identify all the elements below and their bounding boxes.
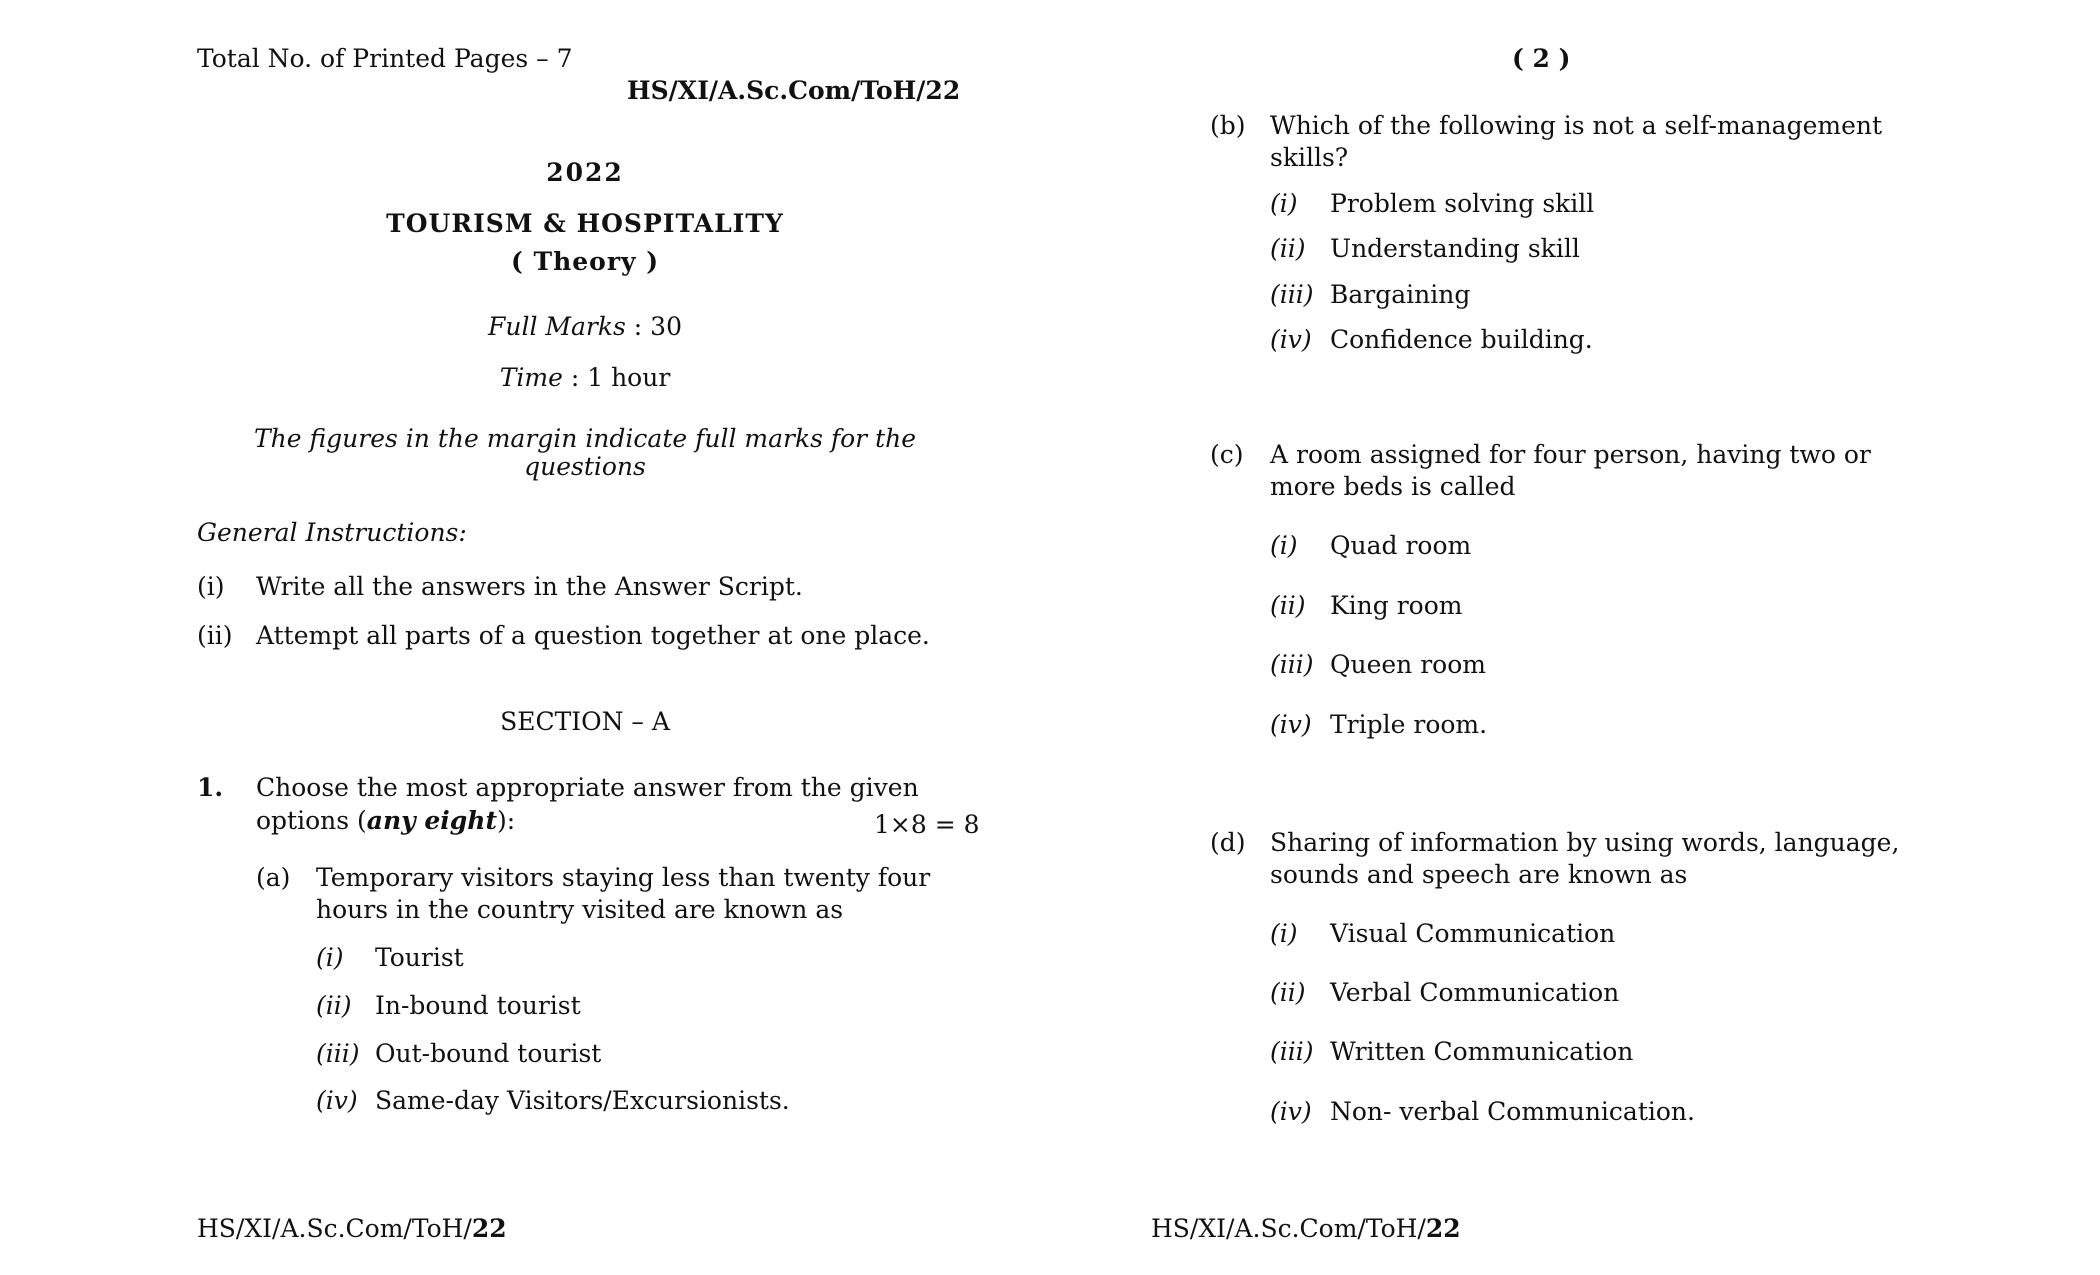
left-footer-code-prefix: HS/XI/A.Sc.Com/ToH/ <box>197 1214 472 1243</box>
left-footer-code <box>197 1213 507 1245</box>
q1a-option-1-number: (i) <box>316 943 344 972</box>
left-footer-code-year: 22 <box>471 1214 507 1243</box>
margin-note <box>235 425 935 481</box>
q1a-option-4-number: (iv) <box>316 1086 358 1115</box>
question-1c-label: (c) <box>1210 440 1244 469</box>
q1c-option-3-number: (iii) <box>1270 650 1314 679</box>
full-marks <box>385 311 785 343</box>
question-1b-label: (b) <box>1210 111 1246 140</box>
instruction-2-text: Attempt all parts of a question together at one place. <box>256 621 930 650</box>
question-1c-line-2: more beds is called <box>1270 472 1516 501</box>
q1-line2-prefix: options ( <box>256 806 367 835</box>
q1d-option-4-text: Non- verbal Communication. <box>1330 1097 1695 1126</box>
subject-title: TOURISM & HOSPITALITY <box>386 209 784 238</box>
question-1-marks: 1×8 = 8 <box>874 810 980 839</box>
q1a-option-4-text: Same-day Visitors/Excursionists. <box>375 1086 790 1115</box>
margin-note-line-2: questions <box>524 452 646 481</box>
question-1a-label: (a) <box>256 863 291 892</box>
paper-type: ( Theory ) <box>510 247 660 276</box>
q1c-option-2-number: (ii) <box>1270 591 1306 620</box>
question-1d-line-1: Sharing of information by using words, language, <box>1270 828 1900 857</box>
q1-line2-emphasis: any eight <box>366 806 497 835</box>
question-1a-line-1: Temporary visitors staying less than twenty four <box>316 863 931 892</box>
q1b-option-3-number: (iii) <box>1270 280 1314 309</box>
instruction-1-text: Write all the answers in the Answer Script. <box>256 572 803 601</box>
question-1d-line-2: sounds and speech are known as <box>1270 860 1688 889</box>
instruction-2-number: (ii) <box>197 621 233 650</box>
time-value: : 1 hour <box>570 363 671 392</box>
question-1-number: 1. <box>197 773 224 802</box>
q1a-option-2-number: (ii) <box>316 991 352 1020</box>
exam-year: 2022 <box>546 158 624 187</box>
right-footer-code-year: 22 <box>1425 1214 1461 1243</box>
q1d-option-2-number: (ii) <box>1270 978 1306 1007</box>
q1b-option-4-number: (iv) <box>1270 325 1312 354</box>
q1b-option-2-number: (ii) <box>1270 234 1306 263</box>
instruction-1-number: (i) <box>197 572 225 601</box>
q1-line2-suffix: ): <box>497 806 516 835</box>
q1a-option-2-text: In-bound tourist <box>375 991 581 1020</box>
general-instructions-heading: General Instructions: <box>197 518 467 547</box>
full-marks-value: : 30 <box>633 312 682 341</box>
q1b-option-1-number: (i) <box>1270 189 1298 218</box>
margin-note-line-1: The figures in the margin indicate full marks for the <box>253 424 917 453</box>
q1d-option-1-text: Visual Communication <box>1330 919 1616 948</box>
q1b-option-2-text: Understanding skill <box>1330 234 1580 263</box>
q1c-option-4-number: (iv) <box>1270 710 1312 739</box>
page-number: ( 2 ) <box>1512 44 1571 73</box>
right-footer-code <box>1151 1213 1461 1245</box>
full-marks-label: Full Marks <box>488 312 626 341</box>
q1a-option-3-text: Out-bound tourist <box>375 1039 602 1068</box>
q1c-option-4-text: Triple room. <box>1330 710 1488 739</box>
question-1-line-1: Choose the most appropriate answer from the given <box>256 773 919 802</box>
q1d-option-1-number: (i) <box>1270 919 1298 948</box>
q1b-option-3-text: Bargaining <box>1330 280 1471 309</box>
q1a-option-3-number: (iii) <box>316 1039 360 1068</box>
q1c-option-1-text: Quad room <box>1330 531 1472 560</box>
right-footer-code-prefix: HS/XI/A.Sc.Com/ToH/ <box>1151 1214 1426 1243</box>
q1c-option-1-number: (i) <box>1270 531 1298 560</box>
q1a-option-1-text: Tourist <box>375 943 464 972</box>
section-title: SECTION – A <box>500 707 670 736</box>
total-printed-pages: Total No. of Printed Pages – 7 <box>197 44 573 73</box>
question-1-line-2 <box>256 805 515 837</box>
time-label: Time <box>499 363 563 392</box>
question-1c-line-1: A room assigned for four person, having two or <box>1270 440 1871 469</box>
q1d-option-4-number: (iv) <box>1270 1097 1312 1126</box>
paper-code-header: HS/XI/A.Sc.Com/ToH/22 <box>627 76 961 105</box>
q1b-option-1-text: Problem solving skill <box>1330 189 1595 218</box>
q1c-option-2-text: King room <box>1330 591 1463 620</box>
q1d-option-3-number: (iii) <box>1270 1037 1314 1066</box>
question-1b-line-2: skills? <box>1270 143 1349 172</box>
question-1d-label: (d) <box>1210 828 1246 857</box>
q1c-option-3-text: Queen room <box>1330 650 1486 679</box>
question-1a-line-2: hours in the country visited are known as <box>316 895 844 924</box>
q1b-option-4-text: Confidence building. <box>1330 325 1593 354</box>
question-1b-line-1: Which of the following is not a self-management <box>1270 111 1883 140</box>
q1d-option-2-text: Verbal Communication <box>1330 978 1620 1007</box>
q1d-option-3-text: Written Communication <box>1330 1037 1634 1066</box>
time-allowed <box>385 362 785 394</box>
